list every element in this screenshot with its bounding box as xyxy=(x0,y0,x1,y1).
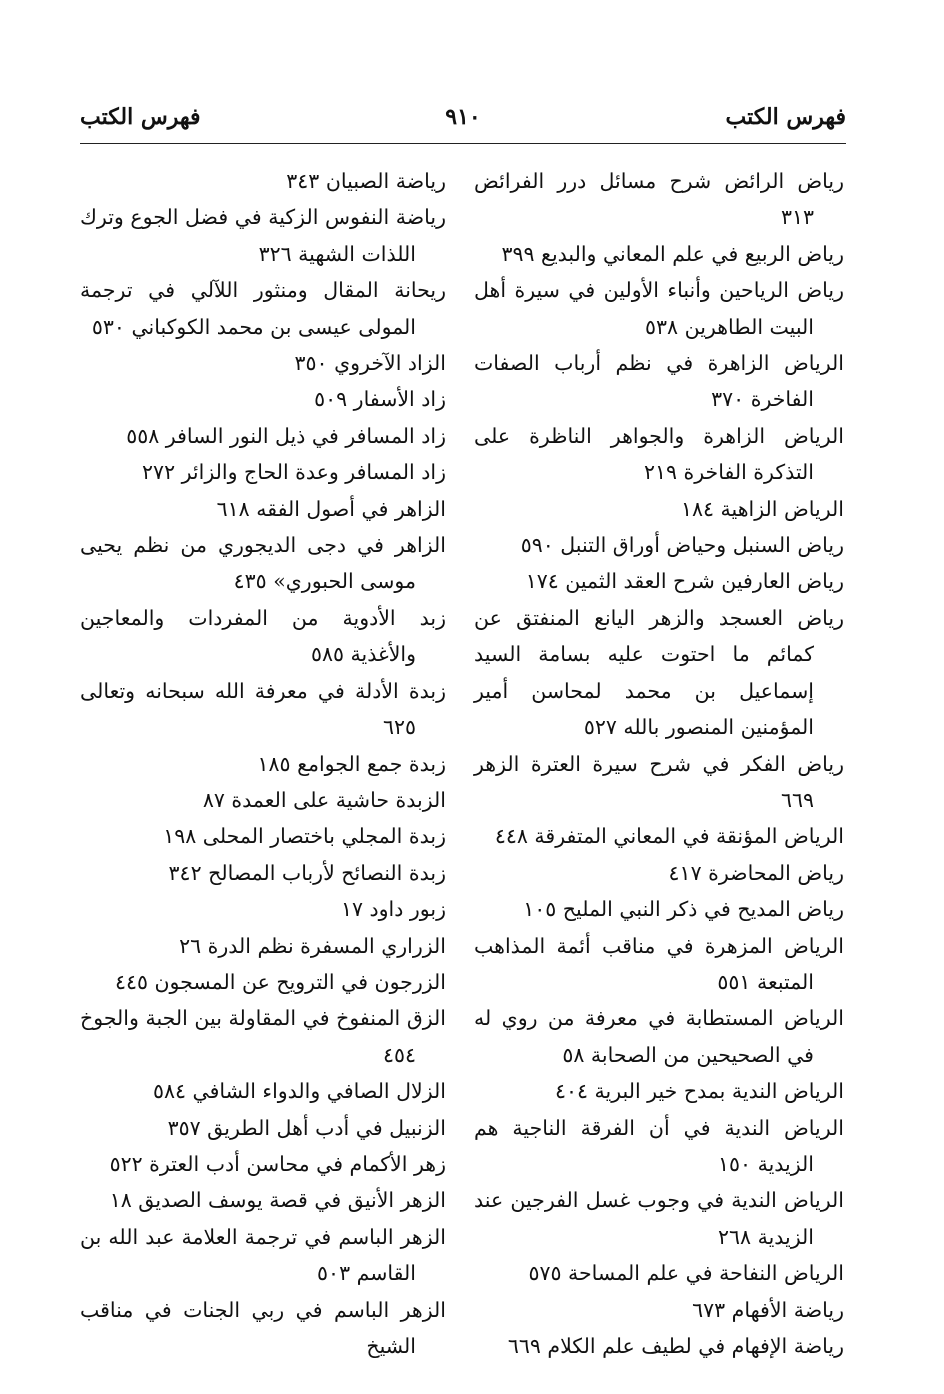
index-entry: الزاهر في أصول الفقه ٦١٨ xyxy=(216,496,446,521)
index-entry: رياض السنبل وحياض أوراق التنبل ٥٩٠ xyxy=(520,533,844,558)
index-entry: الرياض الزاهرة في نظم أرباب الصفات الفاخرة ٣٧٠ xyxy=(474,351,844,412)
index-entry: الزلال الصافي والدواء الشافي ٥٨٤ xyxy=(152,1079,446,1104)
index-entry: الرياض الندية في أن الفرقة الناجية هم الزيدية ١٥٠ xyxy=(474,1115,844,1176)
index-entry: الرياض المزهرة في مناقب أئمة المذاهب المتبعة ٥٥١ xyxy=(474,933,844,994)
running-title-left: فهرس الكتب xyxy=(80,104,201,130)
index-entry: الرياض الزاهرة والجواهر الناظرة على التذكرة الفاخرة ٢١٩ xyxy=(474,423,844,485)
index-entry: زبدة النصائح لأرباب المصالح ٣٤٢ xyxy=(168,860,446,885)
index-entry: رياضة النفوس الزكية في فضل الجوع وترك اللذات الشهية ٣٢٦ xyxy=(80,205,446,266)
index-entry: الزبدة حاشية على العمدة ٨٧ xyxy=(202,787,446,812)
index-entry: الزهر الأنيق في قصة يوسف الصديق ١٨ xyxy=(109,1188,446,1213)
index-entry: الزاد الآخروي ٣٥٠ xyxy=(294,351,446,376)
index-entry: رياض الرياحين وأنباء الأولين في سيرة أهل البيت الطاهرين ٥٣٨ xyxy=(474,278,844,339)
index-entry: الرياض المستطابة في معرفة من روي له في الصحيحين من الصحابة ٥٨ xyxy=(474,1006,844,1067)
running-title-right: فهرس الكتب xyxy=(725,104,846,130)
index-entry: رياض الرائض شرح مسائل درر الفرائض ٣١٣ xyxy=(474,169,844,230)
index-entry: الزهر الباسم في ربي الجنات في مناقب الشيخ xyxy=(80,1297,446,1358)
index-entry: رياض العارفين شرح العقد الثمين ١٧٤ xyxy=(525,569,844,594)
index-entry: رياضة الأفهام ٦٧٣ xyxy=(692,1297,844,1322)
index-entry: الرياض الندية في وجوب غسل الفرجين عند الزيدية ٢٦٨ xyxy=(474,1188,844,1249)
header-rule xyxy=(80,143,846,144)
index-entry: الزق المنفوخ في المقاولة بين الجبة والجوخ ٤٥٤ xyxy=(80,1006,446,1067)
index-entry: زاد المسافر في ذيل النور السافر ٥٥٨ xyxy=(126,423,446,448)
index-entry: زاد الأسفار ٥٠٩ xyxy=(314,387,446,412)
index-entry: الزنبيل في أدب أهل الطريق ٣٥٧ xyxy=(167,1115,446,1140)
index-entry: زبدة الأدلة في معرفة الله سبحانه وتعالى ٦٢٥ xyxy=(80,678,446,740)
index-entry: الرياض المؤنقة في المعاني المتفرقة ٤٤٨ xyxy=(494,824,844,849)
index-entry: رياضة الصبيان ٣٤٣ xyxy=(286,169,446,193)
index-entry: الزاهر في دجى الديجوري من نظم يحيى موسى الحبوري» ٤٣٥ xyxy=(80,533,446,594)
index-entry: رياض العسجد والزهر اليانع المنفتق عن كمائم ما احتوت عليه بسامة السيد إسماعيل بن محمد لمحاسن أمير المؤمنين المنصور بالله ٥٢٧ xyxy=(474,605,844,740)
index-entry: الرياض الزاهية ١٨٤ xyxy=(680,496,844,521)
page-header xyxy=(80,104,846,138)
index-entry: ريحانة المقال ومنثور اللآلي في ترجمة المولى عيسى بن محمد الكوكباني ٥٣٠ xyxy=(80,278,446,339)
index-entry: رياض الربيع في علم المعاني والبديع ٣٩٩ xyxy=(501,241,844,266)
index-column-right xyxy=(474,163,844,1364)
page-number: ٩١٠ xyxy=(445,104,481,130)
index-entry: الرياض الندية بمدح خير البرية ٤٠٤ xyxy=(554,1079,844,1104)
index-entry: رياض الفكر في شرح سيرة العترة الزهر ٦٦٩ xyxy=(474,751,844,812)
index-entry: زبدة جمع الجوامع ١٨٥ xyxy=(257,751,446,776)
index-entry: زاد المسافر وعدة الحاج والزائر ٢٧٢ xyxy=(142,460,446,485)
index-entry: زبور داود ١٧ xyxy=(340,897,446,922)
index-entry: الزهر الباسم في ترجمة العلامة عبد الله بن القاسم ٥٠٣ xyxy=(80,1224,446,1286)
index-entry: الرياض النفاحة في علم المساحة ٥٧٥ xyxy=(528,1261,844,1286)
index-entry: رياضة الإفهام في لطيف علم الكلام ٦٦٩ xyxy=(507,1334,844,1358)
index-entry: زبدة المجلي باختصار المحلى ١٩٨ xyxy=(163,824,446,849)
index-entry: الزرجون في الترويح عن المسجون ٤٤٥ xyxy=(114,969,446,994)
index-entry: زبد الأدوية من المفردات والمعاجين والأغذية ٥٨٥ xyxy=(80,605,446,667)
index-entry: زهر الأكمام في محاسن أدب العترة ٥٢٢ xyxy=(109,1151,446,1176)
index-entry: رياض المديح في ذكر النبي المليح ١٠٥ xyxy=(523,897,844,922)
index-entry: الزراري المسفرة نظم الدرة ٢٦ xyxy=(179,933,446,958)
index-column-left xyxy=(80,163,446,1364)
index-entry: رياض المحاضرة ٤١٧ xyxy=(668,860,844,885)
